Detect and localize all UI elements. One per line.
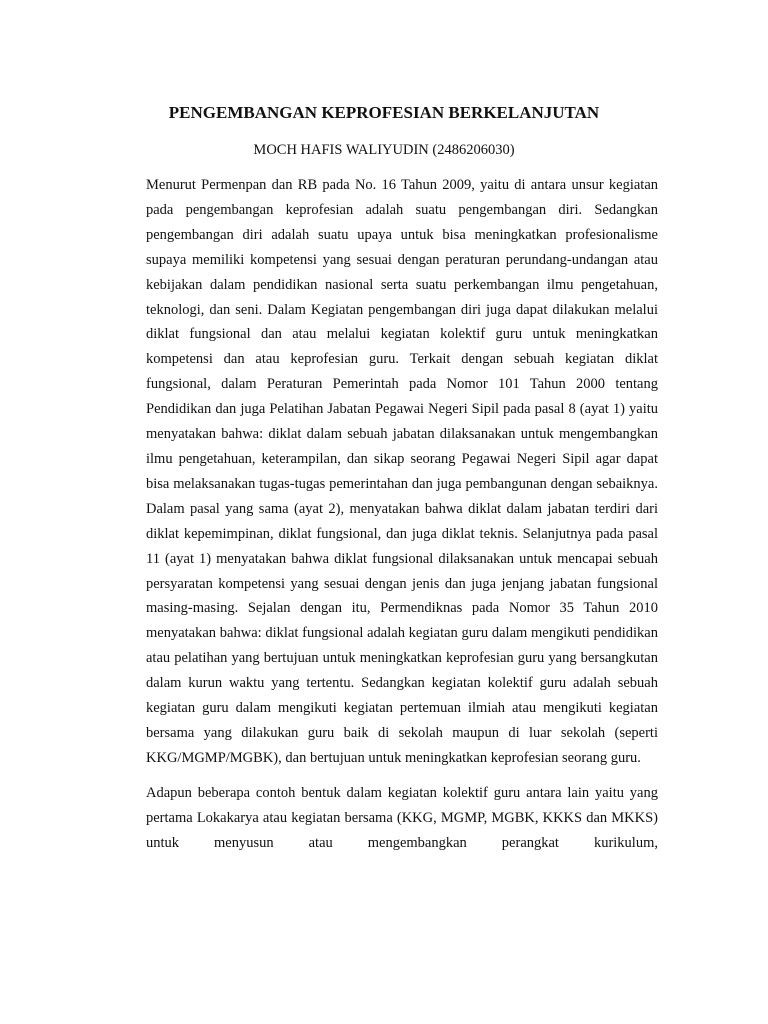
document-body	[146, 173, 658, 865]
paragraph-1: Menurut Permenpan dan RB pada No. 16 Tahun 2009, yaitu di antara unsur kegiatan pada pengembangan keprofesian adalah suatu pengembangan diri. Sedangkan pengembangan diri adalah suatu upaya untuk bisa meningkatkan profesionalisme supaya memiliki kompetensi yang sesuai dengan peraturan perundang-undangan atau kebijakan dalam pendidikan nasional serta suatu perkembangan ilmu pengetahuan, teknologi, dan seni. Dalam Kegiatan pengembangan diri juga dapat dilakukan melalui diklat fungsional dan atau melalui kegiatan kolektif guru untuk meningkatkan kompetensi dan atau keprofesian guru. Terkait dengan sebuah kegiatan diklat fungsional, dalam Peraturan Pemerintah pada Nomor 101 Tahun 2000 tentang Pendidikan dan juga Pelatihan Jabatan Pegawai Negeri Sipil pada pasal 8 (ayat 1) yaitu menyatakan bahwa: diklat dalam sebuah jabatan dilaksanakan untuk mengembangkan ilmu pengetahuan, keterampilan, dan sikap seorang Pegawai Negeri Sipil agar dapat bisa melaksanakan tugas-tugas pemerintahan dan juga pembangunan dengan sebaiknya. Dalam pasal yang sama (ayat 2), menyatakan bahwa diklat dalam jabatan terdiri dari diklat kepemimpinan, diklat fungsional, dan juga diklat teknis. Selanjutnya pada pasal 11 (ayat 1) menyatakan bahwa diklat fungsional dilaksanakan untuk mencapai sebuah persyaratan kompetensi yang sesuai dengan jenis dan juga jenjang jabatan fungsional masing-masing. Sejalan dengan itu, Permendiknas pada Nomor 35 Tahun 2010 menyatakan bahwa: diklat fungsional adalah kegiatan guru dalam mengikuti pendidikan atau pelatihan yang bertujuan untuk meningkatkan keprofesian guru yang bersangkutan dalam kurun waktu yang tertentu. Sedangkan kegiatan kolektif guru adalah sebuah kegiatan guru dalam mengikuti kegiatan pertemuan ilmiah atau mengikuti kegiatan bersama yang dilakukan guru baik di sekolah maupun di luar sekolah (seperti KKG/MGMP/MGBK), dan bertujuan untuk meningkatkan keprofesian seorang guru.	[146, 177, 658, 766]
author-line: MOCH HAFIS WALIYUDIN (2486206030)	[253, 142, 515, 158]
document-title: PENGEMBANGAN KEPROFESIAN BERKELANJUTAN	[168, 103, 600, 122]
paragraph-2: Adapun beberapa contoh bentuk dalam kegiatan kolektif guru antara lain yaitu yang pertama Lokakarya atau kegiatan bersama (KKG, MGMP, MGBK, KKKS dan MKKS) untuk menyusun atau mengembangkan perangkat kurikulum,	[146, 784, 658, 851]
